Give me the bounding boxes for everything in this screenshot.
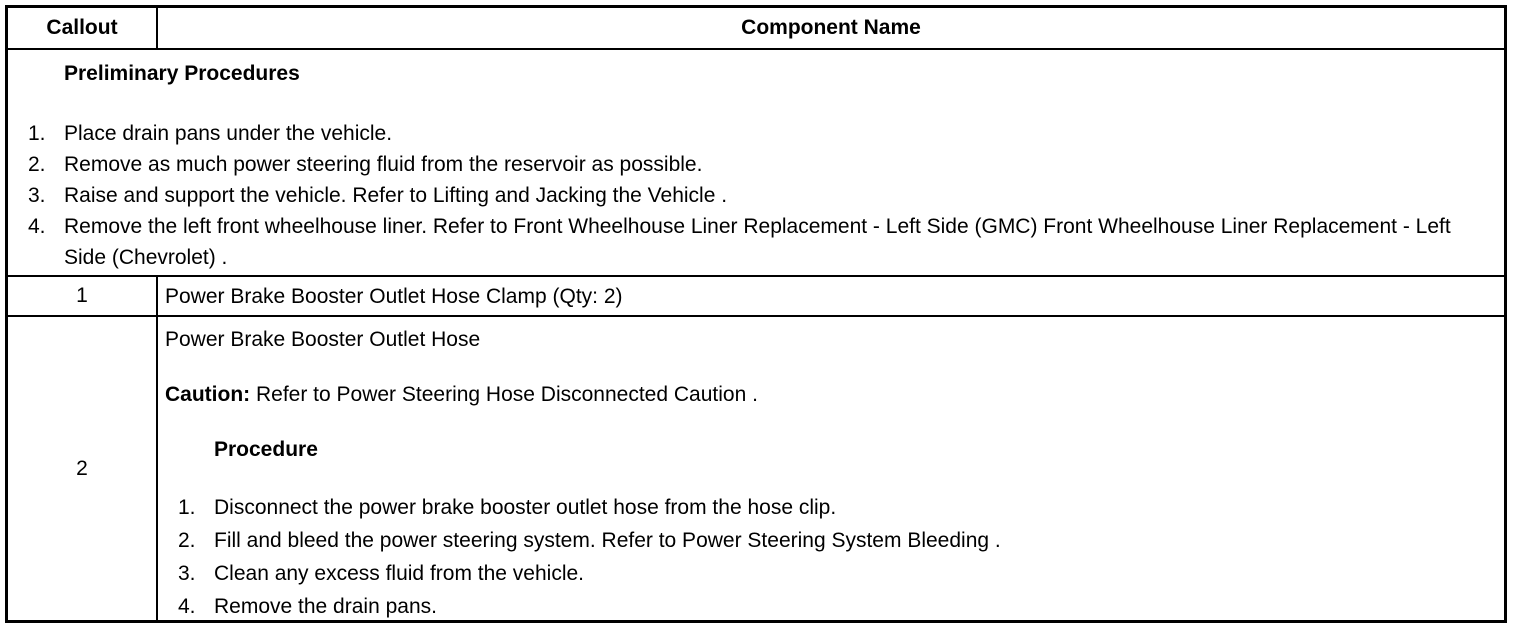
step-text: Remove the drain pans. — [214, 595, 437, 618]
list-item — [8, 149, 1498, 180]
step-text: Remove the left front wheelhouse liner. Refer to Front Wheelhouse Liner Replacement - Left Side (GMC) Front Wheelhouse Liner Replacement - Left Side (Chevrolet) . — [64, 215, 1451, 269]
list-item — [8, 211, 1498, 273]
preliminary-steps — [8, 118, 1498, 273]
caution-label: Caution: — [165, 383, 251, 406]
row-component-name — [158, 277, 1504, 315]
preliminary-procedures — [8, 50, 1504, 277]
component-name-text: Power Brake Booster Outlet Hose Clamp (Qty: 2) — [165, 285, 623, 308]
step-number: 1. — [178, 496, 196, 519]
list-item — [158, 524, 1458, 557]
caution-text: Refer to Power Steering Hose Disconnected Caution . — [250, 383, 758, 406]
step-number: 2. — [178, 529, 196, 552]
list-item — [8, 118, 1498, 149]
header-component-name: Component Name — [741, 16, 921, 39]
header-callout: Callout — [8, 8, 158, 48]
caution-note — [165, 383, 758, 407]
table-row — [8, 317, 1504, 620]
table-row — [8, 277, 1504, 317]
table-header — [8, 8, 1504, 50]
step-text: Raise and support the vehicle. Refer to Lifting and Jacking the Vehicle . — [64, 184, 728, 207]
step-text: Disconnect the power brake booster outlet hose from the hose clip. — [214, 496, 837, 519]
list-item — [158, 491, 1458, 524]
step-text: Fill and bleed the power steering system. Refer to Power Steering System Bleeding . — [214, 529, 1001, 552]
row-component-name — [158, 317, 1504, 620]
step-number: 4. — [28, 215, 46, 238]
row-callout: 1 — [8, 277, 158, 315]
step-number: 3. — [178, 562, 196, 585]
list-item — [158, 590, 1458, 623]
preliminary-title: Preliminary Procedures — [64, 62, 300, 85]
step-number: 2. — [28, 153, 46, 176]
step-text: Place drain pans under the vehicle. — [64, 122, 393, 145]
component-name-text: Power Brake Booster Outlet Hose — [165, 328, 481, 351]
list-item — [158, 557, 1458, 590]
step-text: Remove as much power steering fluid from the reservoir as possible. — [64, 153, 703, 176]
procedure-title: Procedure — [214, 438, 318, 461]
step-number: 1. — [28, 122, 46, 145]
step-text: Clean any excess fluid from the vehicle. — [214, 562, 585, 585]
procedure-steps — [158, 491, 1458, 623]
component-table — [5, 5, 1507, 623]
step-number: 3. — [28, 184, 46, 207]
row-callout: 2 — [8, 317, 158, 620]
step-number: 4. — [178, 595, 196, 618]
list-item — [8, 180, 1498, 211]
